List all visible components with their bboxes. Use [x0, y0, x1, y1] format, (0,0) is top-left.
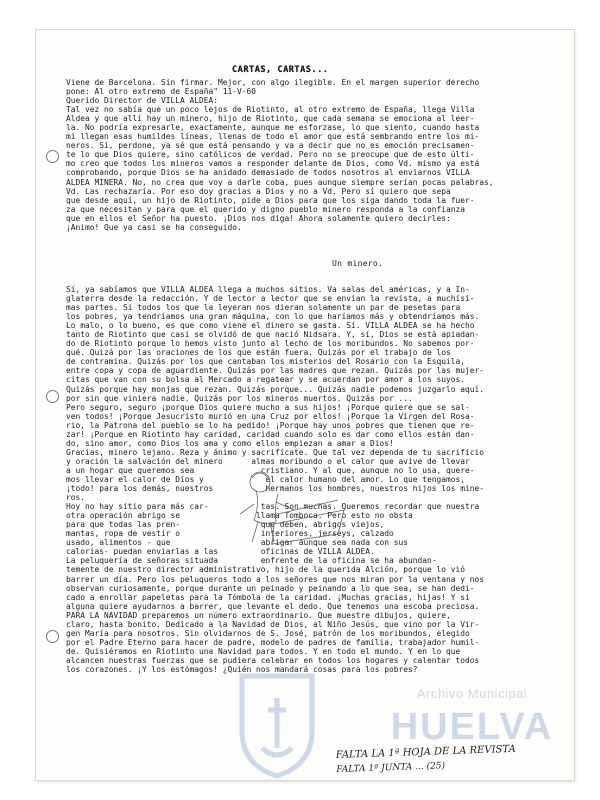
reply-line: los pobres, ya tendríamos una gran máquina, con lo que haríamos más y obtendríamos más. — [66, 312, 480, 322]
reply-line: observan curiosamente, porque durante un peinado y peinando a lo que sea, se han dedi- — [66, 583, 475, 593]
letter-lines — [66, 105, 494, 232]
reply-line: qué. Quizá por las oraciones de los que están fuera. Quizás por el trabajo de los — [66, 348, 451, 358]
reply-line: alcancen nuestras fuerzas que se pudiera celebrar en todos los hogares y calentar todos — [66, 655, 480, 665]
reply-line: temente de nuestro director administrativo, hijo de la querida Alción, porque lo vió — [66, 565, 466, 575]
letter-line: que en ellos el Señor ha puesto. ¡Dios nos diga! Ahora solamente quiero decirles: — [66, 213, 451, 223]
reply-line: entre copa y copa de aguardiente. Quizás por las madres que rezan. Quizás por las mujer- — [66, 366, 485, 376]
letter-line: ¡Animo! Que ya casi se ha conseguido. — [66, 222, 242, 232]
reply-line: Sí, ya sabíamos que VILLA ALDEA llega a muchos sitios. Va salas del américas, y a In- — [66, 285, 470, 294]
reply-line: de contramina. Quizás por los que cantaban los misterios del Rosario con la Esquila, — [66, 357, 466, 367]
reply-line: barrer un día. Pero los peluqueros todo a los señores que nos miran por la ventana y nos — [66, 574, 485, 584]
reply-line: de. Quisiéramos en Riotinto una Navidad para todos. Y en todo el mundo. Y en lo que — [66, 646, 461, 656]
letter-line: mi llegan esas humildes líneas, llenas de todo el amor que está sembrando entre los mi- — [66, 132, 480, 142]
reply-line: para que todas las pren- que deben, abrigos viejos, — [66, 520, 385, 530]
reply-line: do, sino amor, como Dios los ama y como ellos empiezan a amar a Dios! — [66, 438, 394, 448]
reply-line: tanto de Riotinto que casi se olvidó de que nació Nidsara. Y, sí, Dios se está apiadan- — [66, 330, 480, 340]
reply-line: otra operación abrigo se llama Tomboca. Pero esto no obsta — [66, 511, 413, 521]
archive-stamp-line2: HUELVA — [390, 706, 554, 748]
page-title: CARTAS, CARTAS... — [232, 65, 329, 75]
binder-holes — [46, 30, 58, 780]
binder-hole — [46, 150, 59, 163]
reply-line: mos llevar el calor de Dios y el calor humano del amor. Lo que tengamos, — [66, 474, 466, 484]
document-page — [36, 30, 574, 780]
handwritten-line: FALTA 1ª JUNTA ... (25) — [336, 761, 446, 776]
reply-line: Quizás porque hay monjas que rezan. Quizás porque... Quizás nadie podemos juzgarlo aquí. — [66, 384, 485, 394]
reply-line: La peluquería de señoras situada enfrente de la oficina se ha abundan- — [66, 556, 437, 566]
handwritten-note — [336, 740, 567, 778]
handwritten-line: FALTA LA 1ª HOJA DE LA REVISTA — [335, 743, 516, 762]
letter-line: mo creo que todos los mineros vamos a responder delante de Dios, como Vd. mismo ya está — [66, 159, 480, 169]
letter-line: Aldea y que allí hay un minero, hijo de Riotinto, que cada semana se emociona al leer- — [66, 114, 475, 124]
child-drawing — [234, 464, 364, 554]
reply-line: a un hogar que queremos sea cristiano. Y al que, aunque no lo usa, quere- — [66, 465, 475, 475]
reply-line: calorías- puedan enviarlas a las oficinas de VILLA ALDEA. — [66, 547, 375, 557]
reply-line: claro, hasta bonito. Dedicado a la Navidad de Dios, al Niño Jesús, que vino por la Vir- — [66, 619, 480, 629]
reply-line: por el Padre Eterno para hacer de padre, modelo de padres de familia, trabajador humil- — [66, 637, 480, 647]
reply-line: alguna quiere ayudarnos a barrer, que levante el dedo. Que tenemos una escoba preciosa. — [66, 601, 480, 611]
reply-line: Pero seguro, seguro ¡porque Dios quiere mucho a sus hijos! ¡Porque quiere que se sal- — [66, 402, 470, 412]
reply-line: ¡todo! para los demás, nuestros hermanos los hombres, nuestros hijos los mine- — [66, 484, 485, 494]
reply-line: glaterra desde la redacción. Y de lector a lector que se envían la revista, a muchísi- — [66, 294, 475, 304]
letter-line: te lo que Dios quiere, sino católicos de verdad. Pero no se preocupe que de esto últi- — [66, 150, 475, 160]
letter-block — [66, 78, 494, 232]
reply-line: do de Riotinto porque lo hemos visto junto al lecho de los moribundos. No sabemos por- — [66, 339, 475, 349]
letter-line: neros. Sí, perdone, ya sé que está pensando y va a decir que no es emoción precisamen- — [66, 141, 475, 151]
intro-lines — [66, 78, 494, 105]
reply-line: Hoy no hay sitio para más car- tas. Son muchas. Queremos recordar que nuestra — [66, 502, 480, 512]
reply-line: PARA LA NAVIDAD preparemos un número extraordinario. Que muestre dibujos, quiere, — [66, 610, 451, 620]
letter-line: za que necesitan y para que el querido y digno pueblo minero responda a la confianza — [66, 204, 466, 214]
reply-line: ven todos! ¡Porque Jesucristo murió en una Cruz por ellos! ¡Porque la Virgen del Rosa- — [66, 411, 475, 421]
letter-line: Vd. Las rechazaría. Por eso doy gracias a Dios y no a Vd. Pero sí quiero que sepa — [66, 186, 451, 196]
letter-line: Tal vez no sabía que un poco lejos de Riotinto, al otro extremo de España, llega Villa — [66, 105, 475, 115]
reply-line: gen María para nosotros. Sin olvidarnos de S. José, patrón de los moribundos, elegido — [66, 628, 470, 638]
reply-line: usado, alimentos - que abrigar aunque sea nada con sus — [66, 538, 409, 548]
reply-line: por sin que viniera nadie. Quizás por los mineros muertos. Quizás por ... — [66, 393, 413, 403]
archive-stamp-line1: Archivo Municipal — [416, 686, 528, 701]
intro-line: pone: Al otro extremo de España" 11-V-60 — [66, 87, 257, 97]
reply-line: rio, la Patrona del pueblo se lo ha pedido! ¡Porque hay unos pobres que tienen que re- — [66, 420, 475, 430]
intro-line: Viene de Barcelona. Sin firmar. Mejor, con algo ilegible. En el margen superior derecho — [66, 78, 480, 87]
reply-line: los corazones. ¡Y los estómagos! ¿Quién nos mandará cosas para los pobres? — [66, 664, 418, 674]
reply-line: cado a enrollar papeletas para la Tómbola de la caridad. ¡Muchas gracias, hijas! Y si — [66, 592, 470, 602]
reply-line: ros. — [66, 493, 86, 503]
letter-line: la. No podría expresarle, exactamente, aunque me esforzase, lo que siento, cuando hasta — [66, 123, 480, 133]
reply-line: zar! ¡Porque en Riotinto hay caridad, caridad cuando solo es dar como ellos están dan- — [66, 429, 475, 439]
binder-hole — [46, 630, 59, 643]
reply-line: mas partes. Si todos los que la leyeran nos dieran solamente un par de pesetas para — [66, 303, 461, 313]
coat-of-arms-icon — [232, 670, 322, 780]
letter-signoff: Un minero. — [332, 259, 384, 268]
letter-line: comprobando, porque Dios se ha anidado demasiado de todos nosotros al enviarnos VILLA — [66, 168, 470, 178]
letter-line: que desde aquí, un hijo de Riotinto, pide a Dios para que los siga dando toda la fuer- — [66, 195, 475, 205]
reply-line: Gracias, minero lejano. Reza y ánimo y sacrifícate. Que tal vez dependa de tu sacrificio — [66, 447, 485, 457]
letter-line: ALDEA MINERA. No, no crea que voy a darle coba, pues aunque siempre serían pocas palabras, — [66, 177, 494, 187]
reply-line: Lo malo, o lo bueno, es que como viene el dinero se gasta. Sí. VILLA ALDEA se ha hecho — [66, 321, 475, 331]
reply-line: mantas, ropa de vestir o interiores, jerseys, calzado — [66, 529, 394, 539]
reply-line: y oración la salvación del minero almas moribundo o el calor que avive de llevar — [66, 456, 470, 466]
reply-line: citas que van con su bolsa al Mercado a regatear y se acuerdan por amor a los suyos. — [66, 375, 466, 385]
intro-line: Querido Director de VILLA ALDEA: — [66, 96, 219, 106]
binder-hole — [46, 390, 59, 403]
